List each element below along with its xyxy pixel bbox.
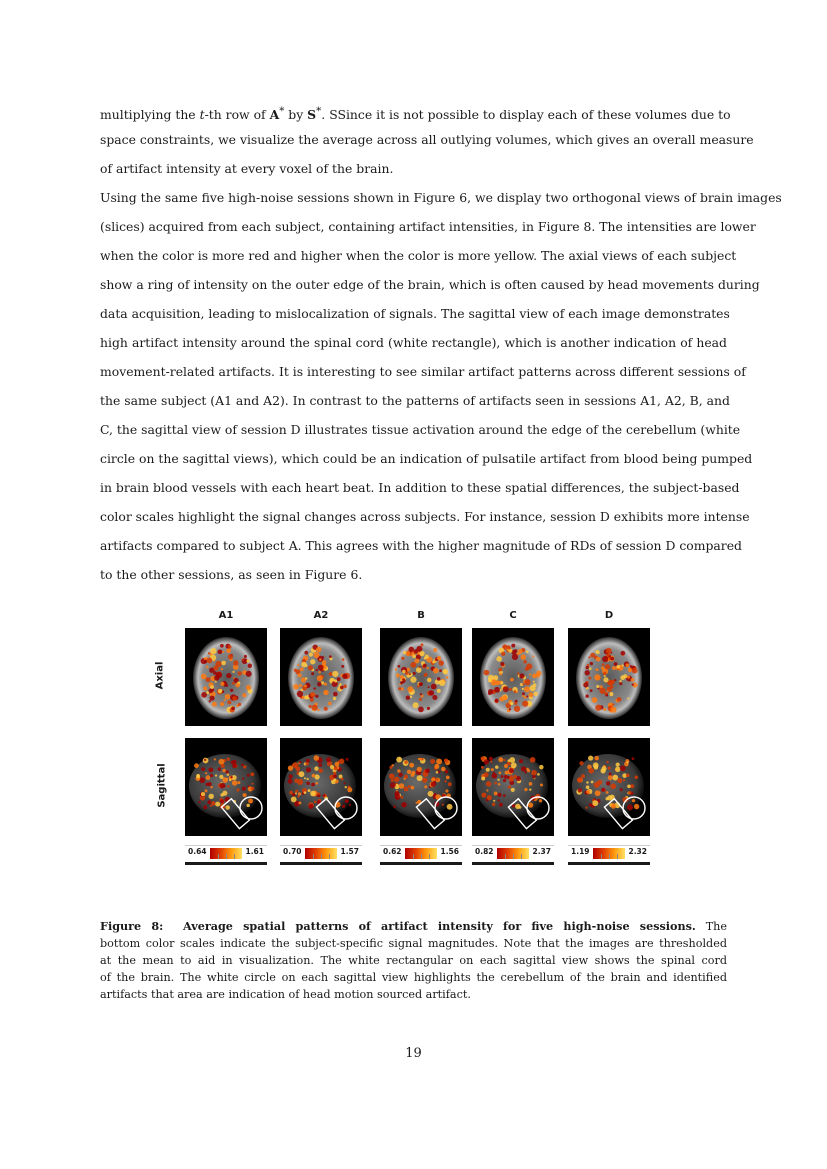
figure-caption (100, 918, 727, 1003)
scale-max-value: 1.57 (340, 847, 359, 856)
caption-title: Average spatial patterns of artifact intensity for five high-noise sessions. (182, 919, 696, 933)
column-label: D (604, 610, 614, 621)
column-label: A2 (313, 610, 329, 621)
axial-slice-image (185, 628, 267, 726)
scale-max-value: 1.61 (245, 847, 264, 856)
text-line: data acquisition, leading to mislocalization of signals. The sagittal view of each image demonstrates (100, 306, 730, 321)
caption-label: Figure 8: (100, 919, 164, 933)
text-line: multiplying the t-th row of A* by S*. SSince it is not possible to display each of these volumes due to (100, 105, 731, 123)
scale-min-value: 0.62 (383, 847, 402, 856)
figure-8 (140, 600, 680, 870)
column-label: B (417, 610, 425, 621)
scale-min-value: 0.70 (283, 847, 302, 856)
page-number: 19 (405, 1046, 422, 1061)
text-line: (slices) acquired from each subject, containing artifact intensities, in Figure 8. The intensities are lower (100, 219, 756, 234)
scale-max-value: 1.56 (440, 847, 459, 856)
text-line: of artifact intensity at every voxel of the brain. (100, 161, 394, 176)
caption-line: artifacts that area are indication of head motion sourced artifact. (100, 988, 471, 1001)
color-gradient (405, 848, 437, 859)
text-line: the same subject (A1 and A2). In contrast to the patterns of artifacts seen in sessions A1, A2, B, and (100, 393, 730, 408)
column-label: C (509, 610, 517, 621)
text-line: in brain blood vessels with each heart beat. In addition to these spatial differences, the subject-based (100, 480, 740, 495)
scale-min-value: 1.19 (571, 847, 590, 856)
row-label: Sagittal (156, 763, 168, 808)
text-line: high artifact intensity around the spinal cord (white rectangle), which is another indication of head (100, 335, 727, 350)
axial-slice-image (568, 628, 650, 726)
caption-first-line: Figure 8: Average spatial patterns of artifact intensity for five high-noise sessions. The (100, 919, 727, 933)
text-line: show a ring of intensity on the outer edge of the brain, which is often caused by head movements during (100, 277, 760, 292)
color-scale-bar (280, 845, 362, 865)
caption-line: of the brain. The white circle on each sagittal view highlights the cerebellum of the brain and identified (100, 971, 727, 984)
axial-slice-image (380, 628, 462, 726)
text-line: color scales highlight the signal changes across subjects. For instance, session D exhibits more intense (100, 509, 750, 524)
caption-line: at the mean to aid in visualization. The white rectangular on each sagittal view shows the spinal cord (100, 954, 727, 967)
axial-slice-image (280, 628, 362, 726)
axial-slice-image (472, 628, 554, 726)
sagittal-slice-image (280, 738, 362, 836)
color-gradient (210, 848, 242, 859)
sagittal-slice-image (568, 738, 650, 836)
color-gradient (593, 848, 625, 859)
scale-max-value: 2.32 (628, 847, 647, 856)
color-scale-bar (380, 845, 462, 865)
scale-min-value: 0.64 (188, 847, 207, 856)
color-gradient (497, 848, 529, 859)
row-label: Axial (154, 661, 166, 690)
text-line: C, the sagittal view of session D illustrates tissue activation around the edge of the cerebellum (white (100, 422, 741, 437)
text-line: to the other sessions, as seen in Figure 6. (100, 567, 363, 582)
text-line: movement-related artifacts. It is interesting to see similar artifact patterns across different sessions of (100, 364, 746, 379)
scale-max-value: 2.37 (532, 847, 551, 856)
paragraph-intro (100, 103, 754, 190)
text-line: when the color is more red and higher when the color is more yellow. The axial views of each subject (100, 248, 737, 263)
color-gradient (305, 848, 337, 859)
sagittal-slice-image (380, 738, 462, 836)
text-line: space constraints, we visualize the average across all outlying volumes, which gives an overall measure (100, 132, 754, 147)
column-label: A1 (218, 610, 234, 621)
text-line: circle on the sagittal views), which could be an indication of pulsatile artifact from blood being pumped (100, 451, 753, 466)
sagittal-slice-image (472, 738, 554, 836)
color-scale-bar (185, 845, 267, 865)
color-scale-bar (472, 845, 554, 865)
scale-min-value: 0.82 (475, 847, 494, 856)
color-scale-bar (568, 845, 650, 865)
paragraph-figure-discussion (100, 190, 782, 596)
text-line: Using the same five high-noise sessions shown in Figure 6, we display two orthogonal views of brain images (100, 190, 782, 205)
sagittal-slice-image (185, 738, 267, 836)
caption-line: bottom color scales indicate the subject-specific signal magnitudes. Note that the images are thresholded (100, 937, 727, 950)
text-line: artifacts compared to subject A. This agrees with the higher magnitude of RDs of session D compared (100, 538, 742, 553)
